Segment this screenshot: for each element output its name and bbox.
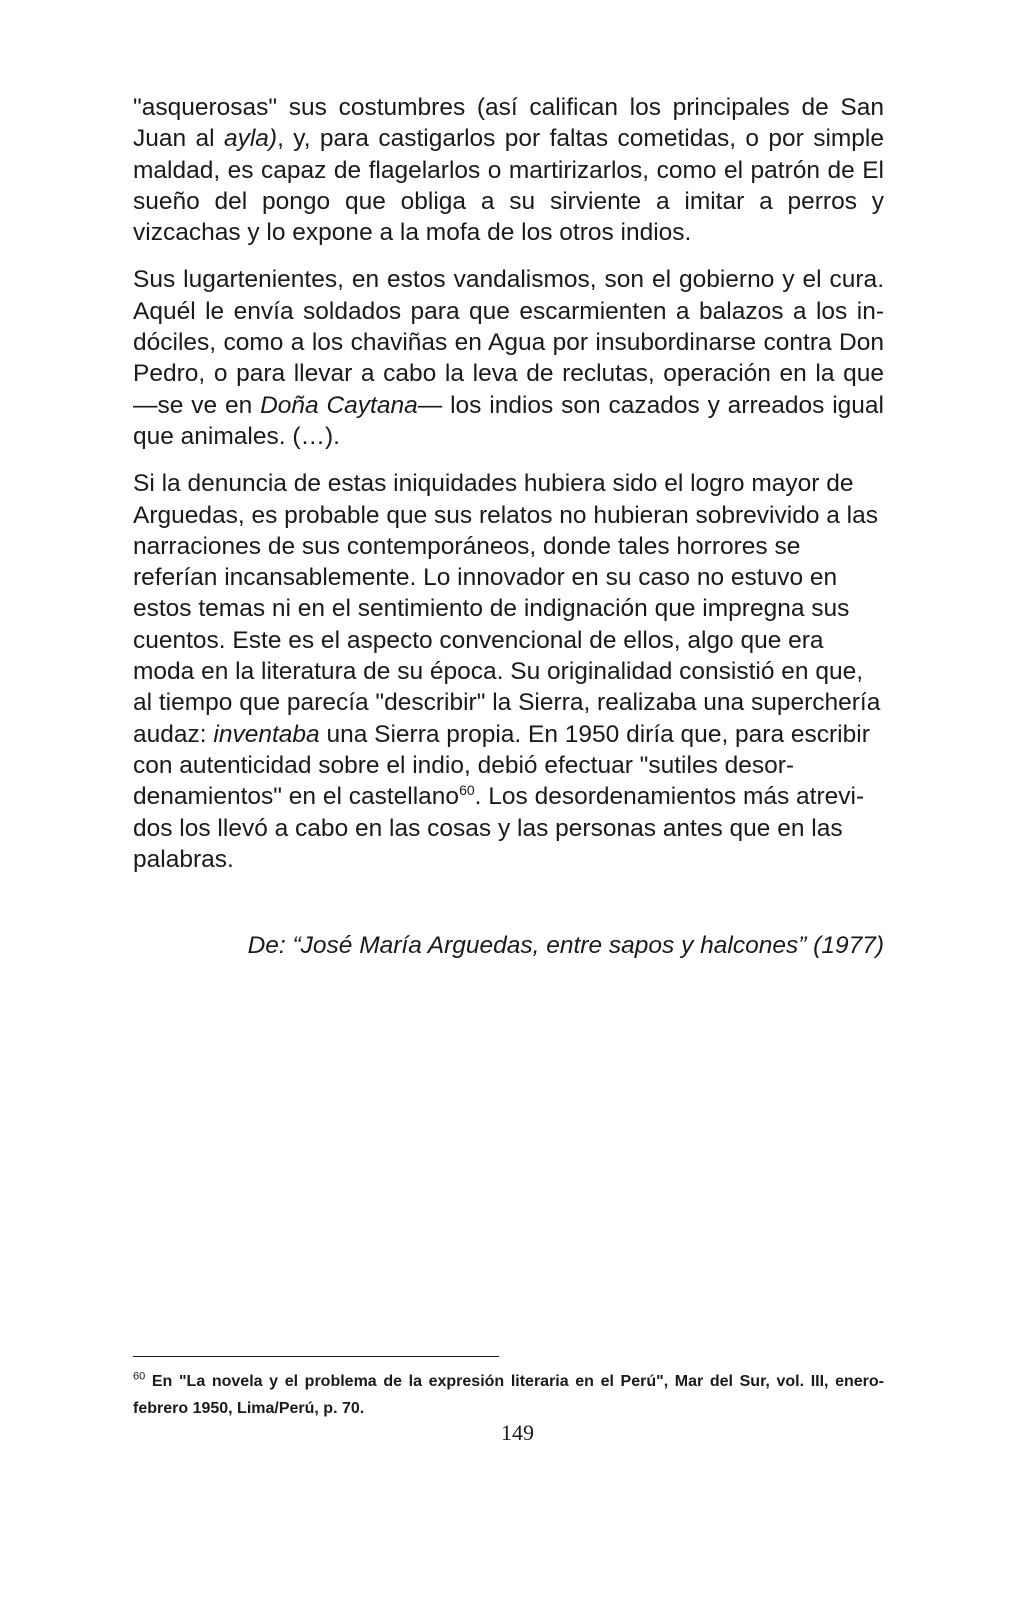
paragraph-1-italic-ayla: ayla) xyxy=(223,125,278,153)
paragraph-3 xyxy=(133,468,884,875)
paragraph-3-text-c: . Los desordenamientos más atrevidos los llevó a cabo en las cosas y las personas antes que en las palabras. xyxy=(133,783,865,873)
footnote-reference: 60 xyxy=(459,782,475,799)
page-number: 149 xyxy=(501,1420,534,1445)
paragraph-1-text-a: "asquerosas" sus costumbres (así califican los principales de San Juan al xyxy=(133,94,884,153)
paragraph-3-text-a: Si la denuncia de estas iniquidades hubiera sido el logro mayor de Arguedas, es probable que sus relatos no hubieran sobrevivido a las narraciones de sus contemporáneos, donde tales horrores se referían incansablemente. Lo innovador en su caso no estuvo en estos temas ni en el sentimiento de indignación que impregna sus cuentos. Este es el aspecto convencional de ellos, algo que era moda en la literatura de su época. Su originalidad consistió en que, al tiempo que parecía "describir" la Sierra, realizaba una superchería audaz: xyxy=(133,470,881,748)
body-text xyxy=(133,92,884,891)
paragraph-1-text-b: , y, para castigarlos por faltas cometidas, o por simple maldad, es capaz de flagelarlos o martirizarlos, como el patrón de El sueño del pongo que obliga a su sirviente a imitar a perros y vizcachas y lo expone a la mofa de los otros indios. xyxy=(133,125,884,247)
footnote xyxy=(133,1368,884,1422)
paragraph-2-text-b: — los indios son cazados y arreados igual que animales. (…). xyxy=(133,391,884,450)
paragraph-2 xyxy=(133,264,884,452)
footnote-separator xyxy=(133,1356,499,1357)
paragraph-3-text-b: una Sierra propia. En 1950 diría que, para escribir con autenticidad sobre el indio, debió efectuar "sutiles desordenamientos" en el castellano xyxy=(133,720,870,811)
paragraph-1 xyxy=(133,92,884,248)
paragraph-3-italic-inventaba: inventaba xyxy=(213,720,320,748)
footnote-text: En "La novela y el problema de la expresión literaria en el Perú", Mar del Sur, vol. III, enero-febrero 1950, Lima/Perú, p. 70. xyxy=(133,1373,884,1417)
paragraph-2-italic-title: Doña Caytana xyxy=(260,391,418,419)
footnote-number: 60 xyxy=(133,1370,146,1383)
paragraph-2-text-a: Sus lugartenientes, en estos vandalismos, son el gobierno y el cura. Aquél le envía soldados para que escarmienten a balazos a los indóciles, como a los chaviñas en Agua por insubordinarse contra Don Pedro, o para llevar a cabo la leva de reclutas, operación en la que —se ve en xyxy=(133,266,884,419)
source-citation: De: “José María Arguedas, entre sapos y halcones” (1977) xyxy=(247,932,884,959)
